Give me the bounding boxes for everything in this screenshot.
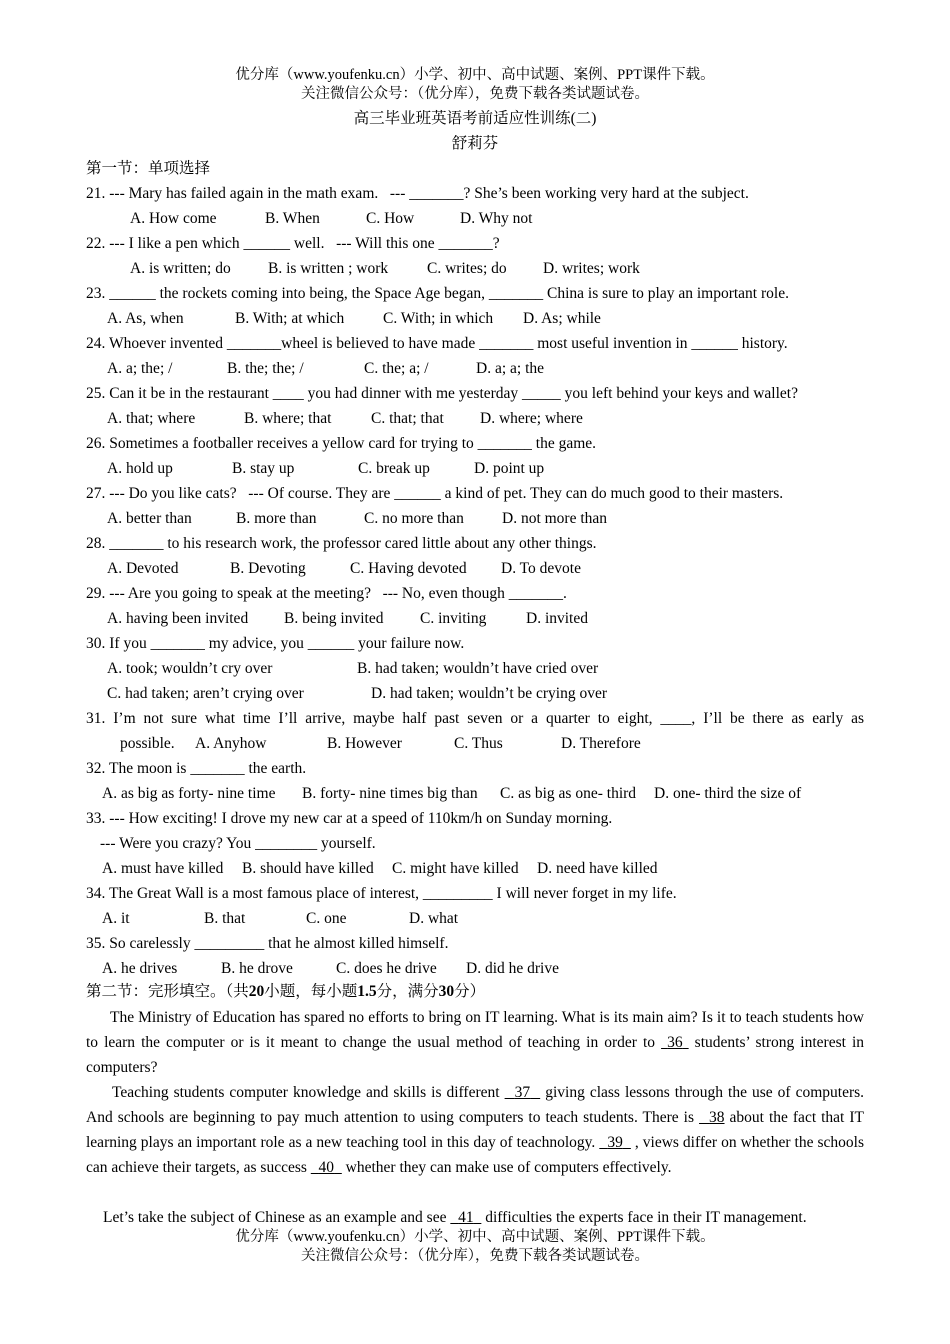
- q35-option-d: D. did he drive: [466, 960, 559, 977]
- question-22: 22. --- I like a pen which ______ well. --- Will this one _______?: [86, 235, 500, 252]
- q25-option-d: D. where; where: [480, 410, 583, 427]
- question-29: 29. --- Are you going to speak at the meeting? --- No, even though _______.: [86, 585, 567, 602]
- q35-option-b: B. he drove: [221, 960, 293, 977]
- q34-option-d: D. what: [409, 910, 459, 927]
- q24-option-c: C. the; a; /: [364, 360, 429, 377]
- q32-option-b: B. forty- nine times big than: [302, 785, 478, 802]
- q26-option-c: C. break up: [358, 460, 430, 477]
- blank-40: 40: [318, 1159, 335, 1176]
- q33-option-a: A. must have killed: [102, 860, 224, 877]
- q24-option-a: A. a; the; /: [107, 360, 173, 377]
- q27-option-d: D. not more than: [502, 510, 608, 527]
- question-26: 26. Sometimes a footballer receives a yellow card for trying to _______ the game.: [86, 435, 597, 452]
- q34-option-b: B. that: [204, 910, 246, 927]
- section2-heading: 第二节：完形填空。（共20小题，每小题1.5分，满分30分）: [86, 983, 486, 1000]
- site-header-line1: 优分库（www.youfenku.cn）小学、初中、高中试题、案例、PPT课件下载。: [235, 67, 715, 83]
- q31-option-c: C. Thus: [454, 735, 503, 752]
- q34-option-c: C. one: [306, 910, 347, 927]
- q23-option-b: B. With; at which: [235, 310, 345, 327]
- q21-option-b: B. When: [265, 210, 320, 227]
- q23-option-a: A. As, when: [107, 310, 184, 327]
- blank-39: 39: [607, 1134, 623, 1151]
- question-31: 31. I’m not sure what time I’ll arrive, maybe half past seven or a quarter to eight, ____, I’ll be there as early as: [86, 710, 864, 727]
- q31-option-b: B. However: [327, 735, 402, 752]
- author-name: 舒莉芬: [451, 135, 499, 152]
- q30-option-a: A. took; wouldn’t cry over: [107, 660, 273, 677]
- q25-option-a: A. that; where: [107, 410, 196, 427]
- blank-41: 41: [458, 1209, 474, 1226]
- question-33-continued: --- Were you crazy? You ________ yourself.: [100, 835, 376, 852]
- q30-option-c: C. had taken; aren’t crying over: [107, 685, 304, 702]
- question-23: 23. ______ the rockets coming into being, the Space Age began, _______ China is sure to play an important role.: [86, 285, 789, 302]
- question-21: 21. --- Mary has failed again in the math exam. --- _______? She’s been working very hard at the subject.: [86, 185, 749, 202]
- q35-option-c: C. does he drive: [336, 960, 437, 977]
- q34-option-a: A. it: [102, 910, 130, 927]
- q23-option-d: D. As; while: [523, 310, 601, 327]
- q22-option-c: C. writes; do: [427, 260, 507, 277]
- q31-option-d: D. Therefore: [561, 735, 641, 752]
- site-footer-line2: 关注微信公众号：（优分库），免费下载各类试题试卷。: [301, 1248, 649, 1264]
- q33-option-b: B. should have killed: [242, 860, 374, 877]
- question-33: 33. --- How exciting! I drove my new car at a speed of 110km/h on Sunday morning.: [86, 810, 613, 827]
- q32-option-c: C. as big as one- third: [500, 785, 637, 802]
- q22-option-b: B. is written ; work: [268, 260, 389, 277]
- q29-option-c: C. inviting: [420, 610, 487, 627]
- blank-38: 38: [709, 1109, 725, 1126]
- q29-option-d: D. invited: [526, 610, 588, 627]
- q21-option-a: A. How come: [130, 210, 217, 227]
- page-title: 高三毕业班英语考前适应性训练(二): [353, 110, 597, 127]
- cloze-paragraph-2: Teaching students computer knowledge and skills is different 37 giving class lessons through the use of computers. And schools are beginning to pay much attention to using computers to teach students. There is 38 about the fact that IT learning plays an important role as a new teaching tool in this day of teachnology. 39 , views differ on whether the schools can achieve their targets, as success 40 whether they can make use of computers effectively.: [86, 1084, 865, 1176]
- q27-option-b: B. more than: [236, 510, 317, 527]
- q22-option-a: A. is written; do: [130, 260, 231, 277]
- question-30: 30. If you _______ my advice, you ______ your failure now.: [86, 635, 465, 652]
- q28-option-c: C. Having devoted: [350, 560, 467, 577]
- question-24: 24. Whoever invented _______wheel is believed to have made _______ most useful invention in ______ history.: [86, 335, 788, 352]
- q29-option-a: A. having been invited: [107, 610, 249, 627]
- q30-option-b: B. had taken; wouldn’t have cried over: [357, 660, 599, 677]
- question-35: 35. So carelessly _________ that he almost killed himself.: [86, 935, 449, 952]
- q25-option-c: C. that; that: [371, 410, 444, 427]
- q26-option-a: A. hold up: [107, 460, 173, 477]
- q32-option-d: D. one- third the size of: [654, 785, 802, 802]
- question-34: 34. The Great Wall is a most famous place of interest, _________ I will never forget in my life.: [86, 885, 677, 902]
- q26-option-d: D. point up: [474, 460, 545, 477]
- site-header-line2: 关注微信公众号：（优分库），免费下载各类试题试卷。: [301, 86, 649, 102]
- q27-option-c: C. no more than: [364, 510, 464, 527]
- q35-option-a: A. he drives: [102, 960, 178, 977]
- q33-option-c: C. might have killed: [392, 860, 519, 877]
- section1-heading: 第一节：单项选择: [86, 160, 211, 177]
- q28-option-a: A. Devoted: [107, 560, 179, 577]
- site-footer-line1: 优分库（www.youfenku.cn）小学、初中、高中试题、案例、PPT课件下载。: [235, 1229, 715, 1245]
- q25-option-b: B. where; that: [244, 410, 332, 427]
- q28-option-d: D. To devote: [501, 560, 581, 577]
- cloze-paragraph-3: Let’s take the subject of Chinese as an example and see 41 difficulties the experts face in their IT management.: [103, 1209, 807, 1226]
- q29-option-b: B. being invited: [284, 610, 384, 627]
- q23-option-c: C. With; in which: [383, 310, 494, 327]
- q21-option-c: C. How: [366, 210, 415, 227]
- blank-36: 36: [667, 1034, 683, 1051]
- q33-option-d: D. need have killed: [537, 860, 658, 877]
- q27-option-a: A. better than: [107, 510, 192, 527]
- q26-option-b: B. stay up: [232, 460, 295, 477]
- question-27: 27. --- Do you like cats? --- Of course. They are ______ a kind of pet. They can do much good to their masters.: [86, 485, 784, 502]
- q24-option-b: B. the; the; /: [227, 360, 304, 377]
- question-25: 25. Can it be in the restaurant ____ you had dinner with me yesterday _____ you left behind your keys and wallet?: [86, 385, 798, 402]
- q31-option-a: A. Anyhow: [195, 735, 267, 752]
- q32-option-a: A. as big as forty- nine time: [102, 785, 276, 802]
- q21-option-d: D. Why not: [460, 210, 533, 227]
- question-31-continued: possible.: [120, 735, 175, 752]
- q24-option-d: D. a; a; the: [476, 360, 545, 377]
- q30-option-d: D. had taken; wouldn’t be crying over: [371, 685, 608, 702]
- cloze-paragraph-1: The Ministry of Education has spared no efforts to bring on IT learning. What is its main aim? Is it to teach students how to learn the computer or is it meant to change the usual method of teaching in order to 36 students’ strong interest in computers?: [86, 1009, 865, 1076]
- question-28: 28. _______ to his research work, the professor cared little about any other things.: [86, 535, 597, 552]
- q28-option-b: B. Devoting: [230, 560, 306, 577]
- question-32: 32. The moon is _______ the earth.: [86, 760, 307, 777]
- blank-37: 37: [514, 1084, 531, 1101]
- q22-option-d: D. writes; work: [543, 260, 640, 277]
